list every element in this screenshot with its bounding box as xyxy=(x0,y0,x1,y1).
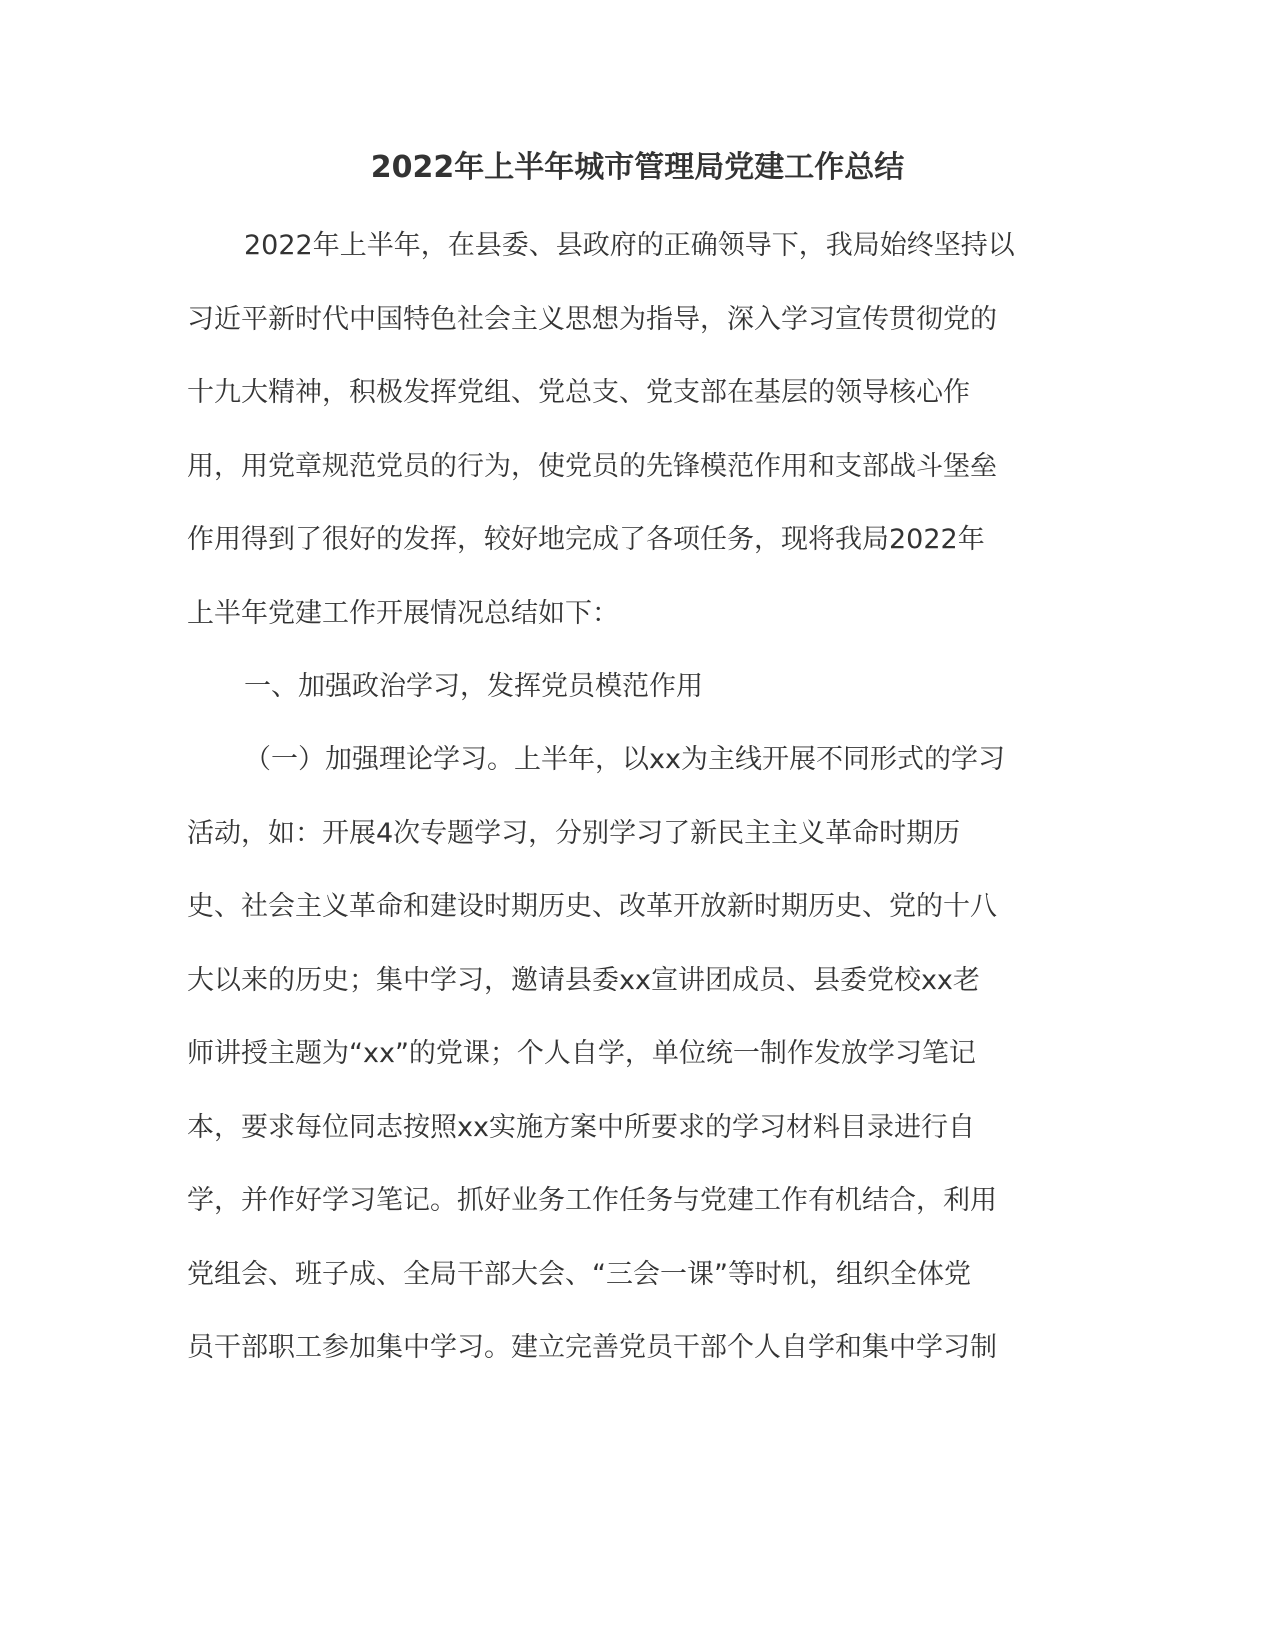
paragraph-line: 十九大精神，积极发挥党组、党总支、党支部在基层的领导核心作 xyxy=(187,377,970,408)
paragraph-line: （一）加强理论学习。上半年，以xx为主线开展不同形式的学习 xyxy=(244,744,1005,775)
paragraph-line: 史、社会主义革命和建设时期历史、改革开放新时期历史、党的十八 xyxy=(187,891,997,922)
paragraph-line: 员干部职工参加集中学习。建立完善党员干部个人自学和集中学习制 xyxy=(187,1332,997,1363)
paragraph-line: 大以来的历史；集中学习，邀请县委xx宣讲团成员、县委党校xx老 xyxy=(187,965,980,996)
paragraph-line: 本，要求每位同志按照xx实施方案中所要求的学习材料目录进行自 xyxy=(187,1112,975,1143)
paragraph-line: 师讲授主题为“xx”的党课；个人自学，单位统一制作发放学习笔记 xyxy=(187,1038,976,1069)
section-heading: 一、加强政治学习，发挥党员模范作用 xyxy=(244,671,703,702)
paragraph-line: 上半年党建工作开展情况总结如下： xyxy=(187,598,619,629)
paragraph-line: 作用得到了很好的发挥，较好地完成了各项任务，现将我局2022年 xyxy=(187,524,985,555)
paragraph-line: 党组会、班子成、全局干部大会、“三会一课”等时机，组织全体党 xyxy=(187,1259,971,1290)
paragraph-line: 活动，如：开展4次专题学习，分别学习了新民主主义革命时期历 xyxy=(187,818,961,849)
document-title: 2022年上半年城市管理局党建工作总结 xyxy=(370,150,905,185)
paragraph-line: 学，并作好学习笔记。抓好业务工作任务与党建工作有机结合，利用 xyxy=(187,1185,997,1216)
paragraph-line: 习近平新时代中国特色社会主义思想为指导，深入学习宣传贯彻党的 xyxy=(187,304,997,335)
paragraph-line: 2022年上半年，在县委、县政府的正确领导下，我局始终坚持以 xyxy=(244,230,1015,261)
paragraph-line: 用，用党章规范党员的行为，使党员的先锋模范作用和支部战斗堡垒 xyxy=(187,451,997,482)
